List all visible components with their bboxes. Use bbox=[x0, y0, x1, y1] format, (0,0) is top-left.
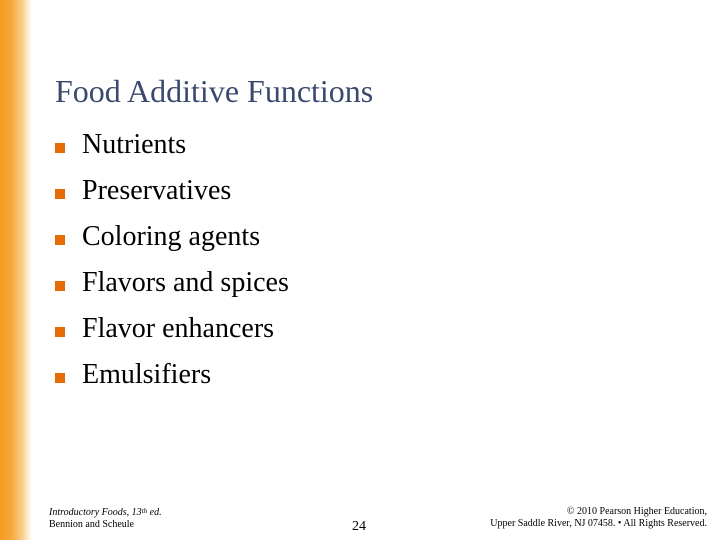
bullet-text: Emulsifiers bbox=[82, 359, 212, 390]
copyright-line-1: © 2010 Pearson Higher Education, bbox=[566, 506, 707, 517]
footer-book-title-line bbox=[49, 507, 162, 519]
square-bullet-icon bbox=[55, 189, 65, 199]
bullet-text: Flavor enhancers bbox=[82, 313, 275, 344]
book-edition-superscript: th bbox=[141, 507, 148, 515]
slide-title: Food Additive Functions bbox=[55, 73, 374, 109]
bullet-text: Coloring agents bbox=[82, 221, 261, 252]
square-bullet-icon bbox=[55, 373, 65, 383]
bullet-text: Preservatives bbox=[82, 175, 232, 206]
footer-copyright bbox=[490, 506, 707, 530]
square-bullet-icon bbox=[55, 327, 65, 337]
square-bullet-icon bbox=[55, 143, 65, 153]
book-authors: Bennion and Scheule bbox=[49, 519, 134, 530]
bullet-text: Nutrients bbox=[82, 129, 187, 160]
copyright-line-2: Upper Saddle River, NJ 07458. • All Rights Reserved. bbox=[490, 518, 707, 529]
decorative-left-bar bbox=[0, 0, 32, 540]
square-bullet-icon bbox=[55, 235, 65, 245]
page-number: 24 bbox=[352, 519, 366, 534]
square-bullet-icon bbox=[55, 281, 65, 291]
footer-book-info bbox=[49, 507, 162, 531]
book-title: Introductory Foods, 13 bbox=[49, 507, 142, 518]
bullet-text: Flavors and spices bbox=[82, 267, 289, 298]
book-edition-suffix: ed. bbox=[147, 507, 162, 518]
